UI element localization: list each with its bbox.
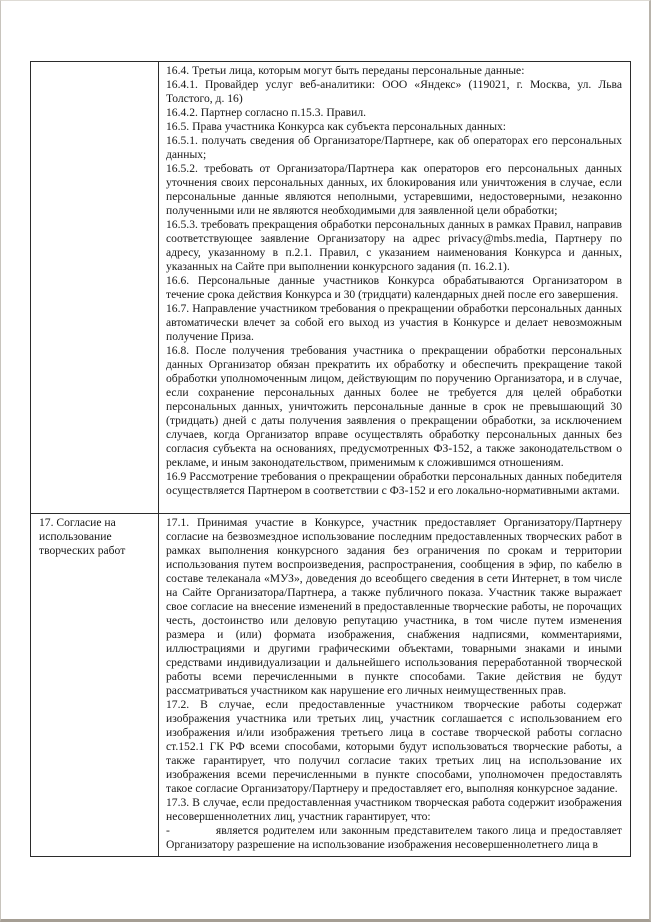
paragraph: 17.2. В случае, если предоставленные участником творческие работы содержат изображения участника или третьих лиц, участник соглашается с использованием его изображения и/или изображения третьего лица в составе творческой работы согласно ст.152.1 ГК РФ всеми способами, которыми будут использоваться творческие работы, а также гарантирует, что получил согласие таких третьих лиц на использование их изображения всеми перечисленными в пункте способами, уполномочен предоставлять такое согласие Организатору/Партнеру и предоставляет его, выполняя конкурсное задание.: [166, 698, 622, 795]
paragraph: - является родителем или законным представителем такого лица и предоставляет Организатору разрешение на использование изображения несовершеннолетнего лица в: [166, 824, 622, 851]
paragraph: 16.7. Направление участником требования о прекращении обработки персональных данных автоматически влечет за собой его выход из участия в Конкурсе и делает невозможным получение Приза.: [166, 302, 622, 343]
paragraph: 16.4.1. Провайдер услуг веб-аналитики: ООО «Яндекс» (119021, г. Москва, ул. Льва Толстого, д. 16): [166, 78, 622, 105]
paragraph: 16.4. Третьи лица, которым могут быть переданы персональные данные:: [166, 64, 525, 77]
paragraph: 16.5.3. требовать прекращения обработки персональных данных в рамках Правил, направив соответствующее заявление Организатору на адрес privacy@mbs.media, Партнеру по адресу, указанному в п.2.1. Правил, с указанием наименования Конкурса и данных, указанных на Сайте при выполнении конкурсного задания (п. 16.2.1).: [166, 218, 622, 273]
table-row-section-16: [31, 62, 631, 514]
section-heading: 17. Согласие на использование творческих работ: [39, 516, 126, 557]
paragraph: 16.5.2. требовать от Организатора/Партнера как операторов его персональных данных уточнения своих персональных данных, их блокирования или уничтожения в случае, если персональные данные являются неполными, устаревшими, недостоверными, незаконно полученными или не являются необходимыми для заявленной цели обработки;: [166, 162, 622, 217]
paragraph: 16.5. Права участника Конкурса как субъекта персональных данных:: [166, 120, 507, 133]
paragraph: 17.1. Принимая участие в Конкурсе, участник предоставляет Организатору/Партнеру согласие на безвозмездное использование последним предоставленных творческих работ в рамках выполнения конкурсного задания без ограничения по срокам и территории использования путем воспроизведения, распространения, сообщения в эфир, по кабелю в составе телеканала «МУЗ», доведения до всеобщего сведения в сети Интернет, в том числе на Сайте Организатора/Партнера, а также публичного показа. Участник также выражает свое согласие на внесение изменений в предоставленные творческие работы, не порочащих честь, достоинство или деловую репутацию участника, в том числе путем изменения размера и (или) формата изображения, снабжения надписями, комментариями, иллюстрациями и другими графическими объектами, товарными знаками и иными средствами индивидуализации и дальнейшего использования переработанной творческой работы всеми перечисленными в пункте способами. Такие действия не будут рассматриваться участником как нарушение его личных неимущественных прав.: [166, 516, 622, 697]
section-16-body-cell: [159, 62, 631, 514]
section-17-heading-cell: [31, 514, 159, 857]
rules-table: [30, 61, 631, 857]
paragraph: 16.9 Рассмотрение требования о прекращении обработки персональных данных победителя осуществляется Партнером в соответствии с ФЗ-152 и его локально-нормативными актами.: [166, 470, 622, 497]
section-16-heading-cell: [31, 62, 159, 514]
paragraph: 16.5.1. получать сведения об Организаторе/Партнере, как об операторах его персональных данных;: [166, 134, 622, 161]
paragraph: 16.6. Персональные данные участников Конкурса обрабатываются Организатором в течение срока действия Конкурса и 30 (тридцати) календарных дней после его завершения.: [166, 274, 622, 301]
paragraph: 16.4.2. Партнер согласно п.15.3. Правил.: [166, 106, 367, 119]
section-17-body-cell: [159, 514, 631, 857]
table-row-section-17: [31, 514, 631, 857]
paragraph: 17.3. В случае, если предоставленная участником творческая работа содержит изображения несовершеннолетних лиц, участник гарантирует, что:: [166, 796, 622, 823]
paragraph: 16.8. После получения требования участника о прекращении обработки персональных данных Организатор обязан прекратить их обработку и обеспечить прекращение такой обработки уполномоченным лицом, действующим по поручению Организатора, и в случае, если сохранение персональных данных более не требуется для целей обработки персональных данных, уничтожить персональные данные в срок не превышающий 30 (тридцать) дней с даты получения заявления о прекращении обработки, за исключением случаев, когда Организатор вправе осуществлять обработку персональных данных без согласия субъекта на основаниях, предусмотренных ФЗ-152, а также законодательством о рекламе, и иным законодательством, применимым к сложившимся отношениям.: [166, 344, 622, 469]
